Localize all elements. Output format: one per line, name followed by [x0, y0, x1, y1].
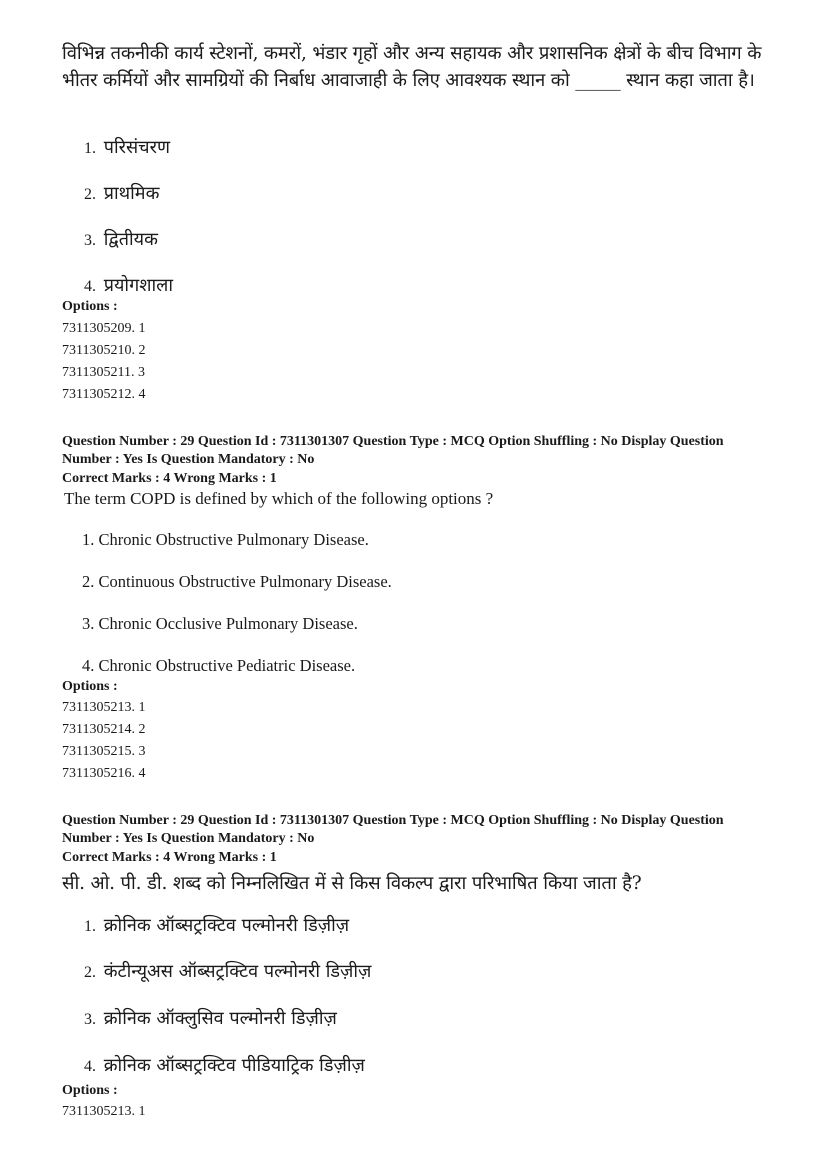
question-marks: Correct Marks : 4 Wrong Marks : 1: [62, 850, 277, 865]
option-id: 7311305216. 4: [62, 766, 146, 781]
option-item: 3. Chronic Occlusive Pulmonary Disease.: [82, 614, 358, 633]
question-text-english: The term COPD is defined by which of the following options ?: [64, 489, 494, 508]
options-label: Options :: [62, 299, 118, 314]
option-text: क्रोनिक ऑब्सट्रक्टिव पल्मोनरी डिज़ीज़: [103, 915, 350, 936]
option-number: 3.: [84, 232, 96, 249]
option-id: 7311305211. 3: [62, 365, 145, 380]
option-number: 4.: [84, 1058, 96, 1075]
options-label: Options :: [62, 679, 118, 694]
question-meta-line: Question Number : 29 Question Id : 7311301307 Question Type : MCQ Option Shuffling : No Display Question: [62, 434, 724, 449]
option-number: 2.: [84, 964, 96, 981]
option-id: 7311305213. 1: [62, 1104, 146, 1119]
option-item: [84, 1054, 365, 1079]
option-text: क्रोनिक ऑब्सट्रक्टिव पीडियाट्रिक डिज़ीज़: [103, 1055, 365, 1076]
option-number: 3.: [84, 1011, 96, 1028]
option-item: [84, 136, 170, 161]
option-text: परिसंचरण: [103, 137, 170, 158]
option-id: 7311305209. 1: [62, 321, 146, 336]
option-text: प्रयोगशाला: [103, 275, 173, 296]
option-item: [84, 914, 349, 939]
option-number: 4.: [84, 278, 96, 295]
option-id: 7311305215. 3: [62, 744, 146, 759]
option-text: प्राथमिक: [103, 183, 160, 204]
option-number: 1.: [84, 918, 96, 935]
option-text: द्वितीयक: [103, 229, 158, 250]
question-meta-line: Number : Yes Is Question Mandatory : No: [62, 452, 315, 467]
question-meta-line: Number : Yes Is Question Mandatory : No: [62, 831, 315, 846]
option-item: [84, 960, 371, 985]
question-marks: Correct Marks : 4 Wrong Marks : 1: [62, 471, 277, 486]
option-id: 7311305213. 1: [62, 700, 146, 715]
option-item: 1. Chronic Obstructive Pulmonary Disease.: [82, 530, 369, 549]
option-item: [84, 1007, 337, 1032]
option-number: 1.: [84, 140, 96, 157]
option-id: 7311305210. 2: [62, 343, 146, 358]
question-meta-line: Question Number : 29 Question Id : 7311301307 Question Type : MCQ Option Shuffling : No Display Question: [62, 813, 724, 828]
options-label: Options :: [62, 1083, 118, 1098]
option-id: 7311305214. 2: [62, 722, 146, 737]
option-text: क्रोनिक ऑक्लुसिव पल्मोनरी डिज़ीज़: [103, 1008, 337, 1029]
question-text-hindi: विभिन्न तकनीकी कार्य स्टेशनों, कमरों, भंडार गृहों और अन्य सहायक और प्रशासनिक क्षेत्रों के बीच विभाग के भीतर कर्मियों और सामग्रियों की निर्बाध आवाजाही के लिए आवश्यक स्थान को _____ स्थान कहा जाता है।: [62, 43, 762, 91]
option-id: 7311305212. 4: [62, 387, 146, 402]
option-text: कंटीन्यूअस ऑब्सट्रक्टिव पल्मोनरी डिज़ीज़: [103, 961, 372, 982]
option-item: [84, 274, 173, 299]
question-text-hindi: सी. ओ. पी. डी. शब्द को निम्नलिखित में से किस विकल्प द्वारा परिभाषित किया जाता है?: [62, 873, 642, 894]
option-item: [84, 182, 159, 207]
option-item: [84, 228, 158, 253]
option-item: 4. Chronic Obstructive Pediatric Disease.: [82, 656, 356, 675]
option-number: 2.: [84, 186, 96, 203]
option-item: 2. Continuous Obstructive Pulmonary Disease.: [82, 572, 392, 591]
